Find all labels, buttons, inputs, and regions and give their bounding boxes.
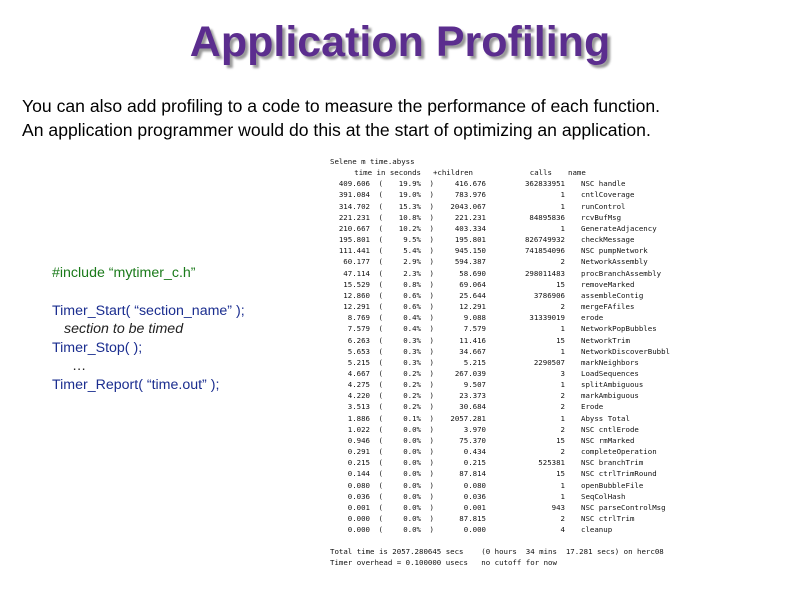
report-cell-pct: 0.3%: [403, 357, 421, 367]
report-cell-pct: 0.6%: [403, 290, 421, 300]
report-cell-open-paren: (: [378, 201, 383, 211]
report-cell-children: 0.001: [463, 502, 486, 512]
report-footer-overhead: Timer overhead = 0.100000 usecs no cutoff for now: [330, 558, 557, 568]
report-cell-calls: 3786906: [533, 290, 565, 300]
report-cell-open-paren: (: [378, 212, 383, 222]
report-cell-calls: 1: [560, 480, 565, 490]
report-cell-time: 391.084: [338, 190, 370, 200]
report-cell-open-paren: (: [378, 413, 383, 423]
report-row: [330, 424, 705, 435]
report-cell-pct: 0.8%: [403, 279, 421, 289]
report-cell-close-paren: ): [429, 469, 434, 479]
code-ellipsis: …: [72, 358, 87, 374]
report-cell-close-paren: ): [429, 268, 434, 278]
report-cell-name: markNeighbors: [581, 357, 639, 367]
report-cell-calls: 2: [560, 514, 565, 523]
report-cell-open-paren: (: [378, 246, 383, 256]
report-cell-children: 0.000: [463, 525, 486, 535]
report-cell-calls: 2: [560, 402, 565, 412]
report-cell-name: cleanup: [581, 525, 613, 535]
report-cell-children: 267.039: [454, 368, 486, 378]
report-cell-calls: 1: [560, 491, 565, 501]
report-row: [330, 457, 705, 468]
report-cell-children: 594.387: [454, 257, 486, 267]
report-cell-time: 47.114: [343, 268, 370, 278]
profiling-report: [330, 156, 705, 569]
report-cell-calls: 84895836: [529, 212, 565, 222]
report-cell-name: assembleContig: [581, 290, 644, 300]
report-cell-calls: 943: [551, 502, 565, 512]
report-cell-children: 2057.281: [450, 413, 486, 423]
report-row: [330, 178, 705, 189]
report-cell-children: 221.231: [454, 212, 486, 222]
report-cell-close-paren: ): [429, 480, 434, 490]
report-cell-name: NSC handle: [581, 179, 626, 189]
report-row: [330, 268, 705, 279]
report-cell-open-paren: (: [378, 190, 383, 200]
report-row: [330, 256, 705, 267]
report-cell-children: 403.334: [454, 223, 486, 233]
report-cell-children: 58.690: [459, 268, 486, 278]
report-cell-open-paren: (: [378, 402, 383, 412]
report-row: [330, 513, 705, 524]
report-cell-calls: 2: [560, 302, 565, 312]
report-cell-name: cntlCoverage: [581, 190, 635, 200]
report-cell-time: 6.263: [347, 335, 370, 345]
report-cell-name: removeMarked: [581, 279, 635, 289]
report-cell-open-paren: (: [378, 424, 383, 434]
report-cell-open-paren: (: [378, 514, 383, 523]
report-cell-open-paren: (: [378, 502, 383, 512]
report-footer-total: Total time is 2057.280645 secs (0 hours 34 mins 17.281 secs) on herc08: [330, 547, 664, 557]
report-cell-time: 7.579: [347, 324, 370, 334]
report-row: [330, 189, 705, 200]
report-cell-name: NSC ctrlTrimRound: [581, 469, 657, 479]
code-timer-report: Timer_Report( “time.out” );: [52, 376, 220, 393]
report-cell-time: 111.441: [338, 246, 370, 256]
report-cell-pct: 0.6%: [403, 302, 421, 312]
report-cell-close-paren: ): [429, 324, 434, 334]
report-cell-name: LoadSequences: [581, 368, 639, 378]
report-col-calls: calls: [529, 168, 552, 178]
report-cell-calls: 2: [560, 391, 565, 401]
report-cell-open-paren: (: [378, 391, 383, 401]
report-cell-name: procBranchAssembly: [581, 268, 662, 278]
report-cell-pct: 0.0%: [403, 469, 421, 479]
report-cell-children: 9.088: [463, 313, 486, 323]
report-cell-open-paren: (: [378, 290, 383, 300]
report-row: [330, 502, 705, 513]
report-cell-time: 60.177: [343, 257, 370, 267]
report-cell-children: 7.579: [463, 324, 486, 334]
report-cell-close-paren: ): [429, 491, 434, 501]
report-row: [330, 312, 705, 323]
report-cell-open-paren: (: [378, 313, 383, 323]
report-row: [330, 234, 705, 245]
report-cell-close-paren: ): [429, 346, 434, 356]
report-cell-calls: 4: [560, 525, 565, 535]
report-cell-time: 0.000: [347, 525, 370, 535]
report-cell-children: 30.684: [459, 402, 486, 412]
report-cell-time: 0.036: [347, 491, 370, 501]
report-cell-name: runControl: [581, 201, 626, 211]
report-cell-calls: 298011483: [524, 268, 565, 278]
report-cell-children: 9.507: [463, 380, 486, 390]
report-cell-pct: 0.0%: [403, 502, 421, 512]
code-example: [52, 264, 332, 394]
report-cell-pct: 19.0%: [398, 190, 421, 200]
report-cell-open-paren: (: [378, 324, 383, 334]
report-cell-name: NetworkTrim: [581, 335, 630, 345]
report-row: [330, 491, 705, 502]
report-row: [330, 357, 705, 368]
report-cell-children: 2043.067: [450, 201, 486, 211]
report-cell-time: 0.215: [347, 458, 370, 468]
report-cell-calls: 31339019: [529, 313, 565, 323]
report-cell-name: NetworkPopBubbles: [581, 324, 657, 334]
report-rows: [330, 178, 705, 535]
intro-text: [22, 94, 792, 142]
report-cell-time: 1.886: [347, 413, 370, 423]
report-cell-open-paren: (: [378, 380, 383, 390]
report-cell-pct: 0.0%: [403, 447, 421, 457]
report-cell-pct: 0.0%: [403, 435, 421, 445]
report-cell-name: GenerateAdjacency: [581, 223, 657, 233]
report-cell-close-paren: ): [429, 279, 434, 289]
report-cell-pct: 0.2%: [403, 402, 421, 412]
report-cell-time: 4.667: [347, 368, 370, 378]
report-cell-pct: 10.8%: [398, 212, 421, 222]
report-cell-name: splitAmbiguous: [581, 380, 644, 390]
report-cell-close-paren: ): [429, 290, 434, 300]
report-cell-name: NSC parseControlMsg: [581, 502, 666, 512]
report-cell-children: 75.370: [459, 435, 486, 445]
report-cell-pct: 19.9%: [398, 179, 421, 189]
report-cell-children: 5.215: [463, 357, 486, 367]
report-col-name: name: [568, 168, 586, 178]
report-row: [330, 468, 705, 479]
report-column-headers: [330, 167, 705, 178]
report-cell-children: 12.291: [459, 302, 486, 312]
report-cell-open-paren: (: [378, 346, 383, 356]
report-cell-open-paren: (: [378, 447, 383, 457]
report-cell-pct: 0.2%: [403, 391, 421, 401]
report-cell-calls: 525381: [538, 458, 565, 468]
report-cell-children: 69.064: [459, 279, 486, 289]
report-cell-pct: 0.3%: [403, 335, 421, 345]
report-cell-open-paren: (: [378, 335, 383, 345]
code-comment: section to be timed: [64, 321, 184, 337]
report-cell-name: NSC rmMarked: [581, 435, 635, 445]
report-cell-close-paren: ): [429, 525, 434, 535]
report-cell-pct: 15.3%: [398, 201, 421, 211]
report-cell-close-paren: ): [429, 212, 434, 222]
report-row: [330, 480, 705, 491]
report-cell-children: 945.150: [454, 246, 486, 256]
report-cell-pct: 2.3%: [403, 268, 421, 278]
report-cell-time: 221.231: [338, 212, 370, 222]
code-blank-line: [52, 283, 332, 302]
report-cell-close-paren: ): [429, 302, 434, 312]
report-cell-pct: 0.1%: [403, 413, 421, 423]
report-cell-calls: 2290507: [533, 357, 565, 367]
report-cell-time: 195.801: [338, 235, 370, 245]
report-cell-close-paren: ): [429, 235, 434, 245]
report-cell-children: 23.373: [459, 391, 486, 401]
report-cell-time: 5.653: [347, 346, 370, 356]
report-cell-pct: 0.0%: [403, 458, 421, 468]
report-cell-calls: 1: [560, 223, 565, 233]
report-cell-close-paren: ): [429, 391, 434, 401]
code-timer-stop: Timer_Stop( );: [52, 339, 143, 356]
report-cell-calls: 1: [560, 413, 565, 423]
report-cell-close-paren: ): [429, 201, 434, 211]
report-row: [330, 346, 705, 357]
report-cell-name: NSC ctrlTrim: [581, 514, 635, 523]
report-cell-calls: 3: [560, 368, 565, 378]
report-cell-pct: 0.2%: [403, 380, 421, 390]
report-cell-time: 5.215: [347, 357, 370, 367]
report-cell-children: 0.215: [463, 458, 486, 468]
report-cell-name: rcvBufMsg: [581, 212, 622, 222]
report-cell-name: NSC pumpNetwork: [581, 246, 648, 256]
report-header-title: Selene m time.abyss: [330, 157, 415, 166]
report-cell-close-paren: ): [429, 380, 434, 390]
report-cell-time: 12.291: [343, 302, 370, 312]
report-cell-open-paren: (: [378, 480, 383, 490]
report-cell-time: 0.001: [347, 502, 370, 512]
report-cell-close-paren: ): [429, 357, 434, 367]
report-cell-name: Abyss Total: [581, 413, 630, 423]
intro-line-2: An application programmer would do this at the start of optimizing an application.: [22, 120, 651, 140]
report-cell-pct: 9.5%: [403, 235, 421, 245]
report-cell-close-paren: ): [429, 435, 434, 445]
report-cell-pct: 0.0%: [403, 491, 421, 501]
report-cell-children: 0.434: [463, 447, 486, 457]
report-cell-name: erode: [581, 313, 604, 323]
report-cell-pct: 0.0%: [403, 480, 421, 490]
report-cell-name: NSC branchTrim: [581, 458, 644, 468]
report-cell-open-paren: (: [378, 525, 383, 535]
report-spacer: [330, 535, 705, 546]
report-cell-calls: 2: [560, 424, 565, 434]
report-cell-name: Erode: [581, 402, 604, 412]
report-cell-open-paren: (: [378, 268, 383, 278]
report-cell-pct: 0.0%: [403, 525, 421, 535]
report-cell-calls: 15: [556, 279, 565, 289]
report-cell-time: 15.529: [343, 279, 370, 289]
report-cell-open-paren: (: [378, 223, 383, 233]
report-cell-calls: 1: [560, 201, 565, 211]
report-cell-calls: 2: [560, 447, 565, 457]
report-cell-name: SeqColHash: [581, 491, 626, 501]
code-timer-start: Timer_Start( “section_name” );: [52, 302, 245, 319]
report-cell-children: 87.814: [459, 469, 486, 479]
report-cell-calls: 1: [560, 346, 565, 356]
report-cell-open-paren: (: [378, 491, 383, 501]
report-cell-open-paren: (: [378, 235, 383, 245]
report-cell-close-paren: ): [429, 514, 434, 523]
report-cell-calls: 1: [560, 324, 565, 334]
report-row: [330, 335, 705, 346]
report-cell-children: 195.801: [454, 235, 486, 245]
report-cell-pct: 0.2%: [403, 368, 421, 378]
report-cell-children: 3.970: [463, 424, 486, 434]
report-cell-pct: 0.0%: [403, 424, 421, 434]
report-cell-calls: 826749932: [524, 235, 565, 245]
report-cell-name: NetworkAssembly: [581, 257, 648, 267]
report-cell-children: 34.667: [459, 346, 486, 356]
report-cell-children: 11.416: [459, 335, 486, 345]
report-row: [330, 401, 705, 412]
report-row: [330, 390, 705, 401]
report-cell-pct: 0.0%: [403, 514, 421, 523]
report-row: [330, 223, 705, 234]
report-cell-open-paren: (: [378, 458, 383, 468]
report-cell-time: 0.080: [347, 480, 370, 490]
report-cell-time: 4.275: [347, 380, 370, 390]
report-cell-time: 4.220: [347, 391, 370, 401]
report-cell-pct: 10.2%: [398, 223, 421, 233]
report-cell-open-paren: (: [378, 179, 383, 189]
report-cell-name: NetworkDiscoverBubbl: [581, 346, 670, 356]
report-cell-close-paren: ): [429, 223, 434, 233]
report-cell-pct: 5.4%: [403, 246, 421, 256]
report-cell-calls: 15: [556, 335, 565, 345]
report-cell-close-paren: ): [429, 190, 434, 200]
report-cell-calls: 2: [560, 257, 565, 267]
report-cell-close-paren: ): [429, 179, 434, 189]
report-cell-pct: 0.3%: [403, 346, 421, 356]
report-cell-calls: 1: [560, 190, 565, 200]
page-title: Application Profiling: [189, 18, 611, 66]
report-cell-close-paren: ): [429, 402, 434, 412]
report-cell-pct: 0.4%: [403, 313, 421, 323]
report-cell-open-paren: (: [378, 357, 383, 367]
report-row: [330, 524, 705, 535]
report-cell-children: 0.080: [463, 480, 486, 490]
report-cell-open-paren: (: [378, 279, 383, 289]
report-cell-name: markAmbiguous: [581, 391, 639, 401]
report-cell-children: 783.976: [454, 190, 486, 200]
report-row: [330, 212, 705, 223]
report-cell-time: 1.022: [347, 424, 370, 434]
report-cell-calls: 362833951: [524, 179, 565, 189]
report-row: [330, 279, 705, 290]
report-cell-close-paren: ): [429, 335, 434, 345]
report-cell-time: 0.144: [347, 469, 370, 479]
report-cell-name: checkMessage: [581, 235, 635, 245]
report-cell-time: 314.702: [338, 201, 370, 211]
report-row: [330, 379, 705, 390]
report-cell-close-paren: ): [429, 502, 434, 512]
report-cell-calls: 1: [560, 380, 565, 390]
report-cell-calls: 15: [556, 435, 565, 445]
report-cell-close-paren: ): [429, 447, 434, 457]
report-cell-time: 409.606: [338, 179, 370, 189]
report-cell-pct: 0.4%: [403, 324, 421, 334]
report-row: [330, 368, 705, 379]
report-cell-time: 0.946: [347, 435, 370, 445]
report-row: [330, 413, 705, 424]
report-cell-close-paren: ): [429, 368, 434, 378]
report-cell-pct: 2.9%: [403, 257, 421, 267]
report-col-time: time in seconds: [354, 168, 421, 178]
report-cell-name: openBubbleFile: [581, 480, 644, 490]
report-cell-calls: 741854096: [524, 246, 565, 256]
report-col-children: +children: [432, 168, 473, 178]
report-cell-time: 210.667: [338, 223, 370, 233]
report-cell-time: 8.769: [347, 313, 370, 323]
report-cell-name: NSC cntlErode: [581, 424, 639, 434]
report-cell-name: completeOperation: [581, 447, 657, 457]
report-cell-close-paren: ): [429, 313, 434, 323]
report-cell-children: 416.676: [454, 179, 486, 189]
report-row: [330, 301, 705, 312]
report-cell-open-paren: (: [378, 435, 383, 445]
report-row: [330, 290, 705, 301]
report-row: [330, 446, 705, 457]
report-row: [330, 201, 705, 212]
report-cell-open-paren: (: [378, 469, 383, 479]
report-row: [330, 435, 705, 446]
code-include-line: #include “mytimer_c.h”: [52, 265, 196, 281]
report-cell-calls: 15: [556, 469, 565, 479]
report-cell-children: 87.815: [459, 514, 486, 523]
intro-line-1: You can also add profiling to a code to measure the performance of each function.: [22, 96, 661, 116]
report-cell-open-paren: (: [378, 368, 383, 378]
report-cell-close-paren: ): [429, 413, 434, 423]
report-cell-time: 3.513: [347, 402, 370, 412]
report-cell-close-paren: ): [429, 257, 434, 267]
report-cell-time: 12.860: [343, 290, 370, 300]
report-row: [330, 245, 705, 256]
report-cell-close-paren: ): [429, 458, 434, 468]
report-cell-name: mergeFAfiles: [581, 302, 635, 312]
report-cell-open-paren: (: [378, 302, 383, 312]
report-cell-children: 0.036: [463, 491, 486, 501]
report-cell-close-paren: ): [429, 246, 434, 256]
report-cell-open-paren: (: [378, 257, 383, 267]
report-cell-close-paren: ): [429, 424, 434, 434]
report-cell-time: 0.000: [347, 514, 370, 523]
report-cell-children: 25.644: [459, 290, 486, 300]
report-cell-time: 0.291: [347, 447, 370, 457]
report-row: [330, 323, 705, 334]
